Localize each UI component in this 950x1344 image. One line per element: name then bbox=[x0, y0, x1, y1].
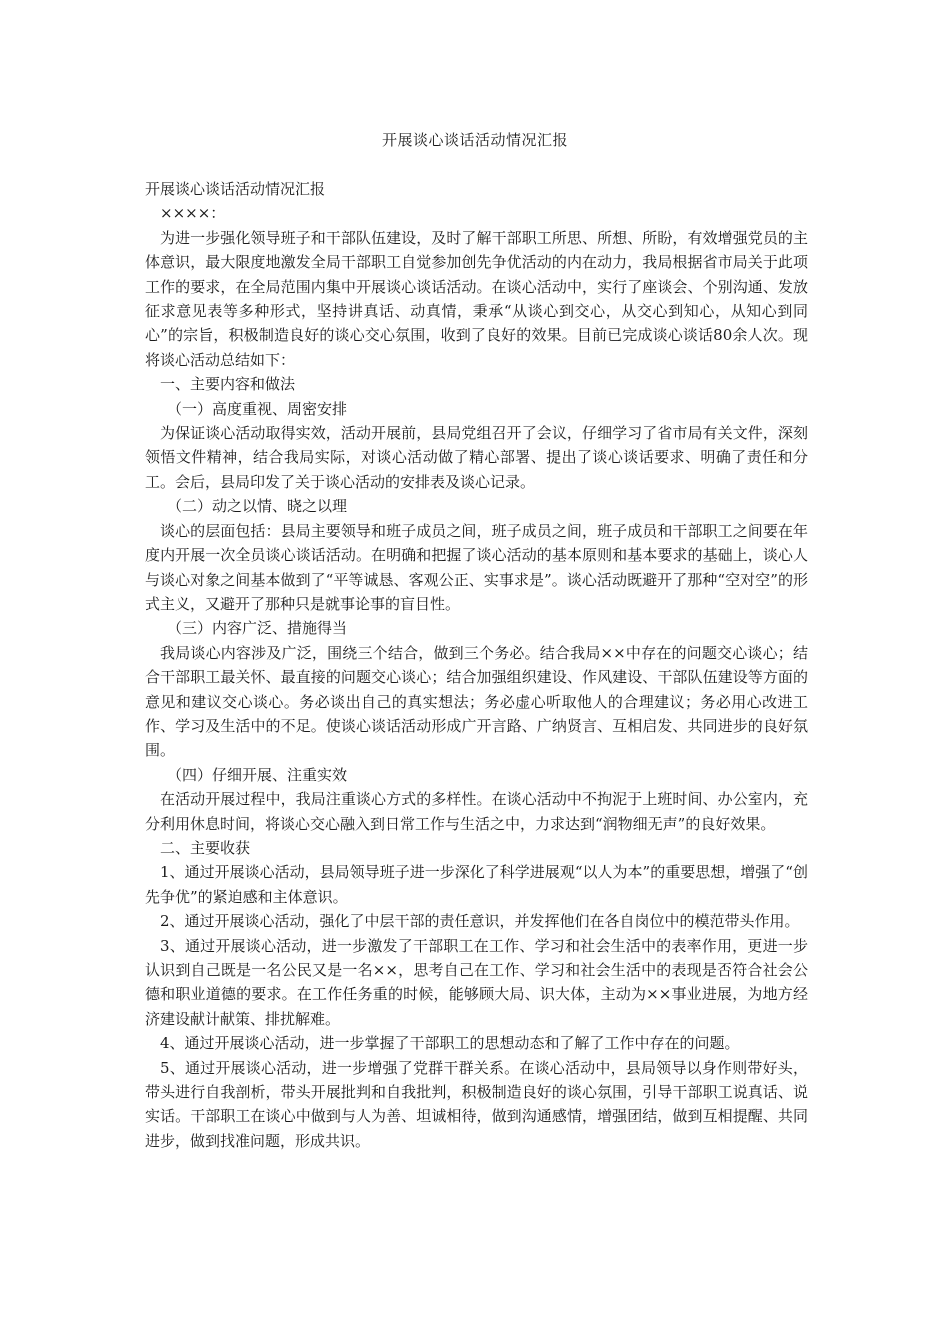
section-heading: 二、主要收获 bbox=[160, 838, 251, 857]
document-body bbox=[145, 177, 808, 1153]
subsection-heading: （二）动之以情、晓之以理 bbox=[167, 497, 348, 516]
salutation: ××××： bbox=[160, 204, 226, 223]
body-paragraph: 为保证谈心活动取得实效，活动开展前，县局党组召开了会议，仔细学习了省市局有关文件，深刻领悟文件精神，结合我局实际，对谈心活动做了精心部署、提出了谈心谈话要求、明确了责任和分工。会后，县局印发了关于谈心活动的安排表及谈心记录。 bbox=[145, 424, 808, 491]
section-heading: 一、主要内容和做法 bbox=[160, 375, 296, 394]
intro-paragraph: 为进一步强化领导班子和干部队伍建设，及时了解干部职工所思、所想、所盼，有效增强党员的主体意识，最大限度地激发全局干部职工自觉参加创先争优活动的内在动力，我局根据省市局关于此项工作的要求，在全局范围内集中开展谈心谈话活动。在谈心活动中，实行了座谈会、个别沟通、发放征求意见表等多种形式，坚持讲真话、动真情，秉承“从谈心到交心，从交心到知心，从知心到同心”的宗旨，积极制造良好的谈心交心氛围，收到了良好的效果。目前已完成谈心谈话80余人次。现将谈心活动总结如下： bbox=[145, 228, 808, 369]
list-item: 5、通过开展谈心活动，进一步增强了党群干群关系。在谈心活动中，县局领导以身作则带好头，带头进行自我剖析，带头开展批判和自我批判，积极制造良好的谈心氛围，引导干部职工说真话、说实话。干部职工在谈心中做到与人为善、坦诚相待，做到沟通感情，增强团结，做到互相提醒、共同进步，做到找准问题，形成共识。 bbox=[145, 1058, 808, 1150]
subsection-heading: （一）高度重视、周密安排 bbox=[167, 399, 348, 418]
subsection-heading: （四）仔细开展、注重实效 bbox=[167, 765, 348, 784]
body-paragraph: 我局谈心内容涉及广泛，围绕三个结合，做到三个务必。结合我局××中存在的问题交心谈心；结合干部职工最关怀、最直接的问题交心谈心；结合加强组织建设、作风建设、干部队伍建设等方面的意见和建议交心谈心。务必谈出自己的真实想法；务必虚心听取他人的合理建议；务必用心改进工作、学习及生活中的不足。使谈心谈话活动形成广开言路、广纳贤言、互相启发、共同进步的良好氛围。 bbox=[145, 643, 808, 760]
list-item: 3、通过开展谈心活动，进一步激发了干部职工在工作、学习和社会生活中的表率作用，更进一步认识到自己既是一名公民又是一名××，思考自己在工作、学习和社会生活中的表现是否符合社会公德和职业道德的要求。在工作任务重的时候，能够顾大局、识大体，主动为××事业进展，为地方经济建设献计献策、排扰解难。 bbox=[145, 936, 808, 1028]
subsection-heading: （三）内容广泛、措施得当 bbox=[167, 619, 348, 638]
list-item: 1、通过开展谈心活动，县局领导班子进一步深化了科学进展观“以人为本”的重要思想，增强了“创先争优”的紧迫感和主体意识。 bbox=[145, 863, 808, 906]
list-item: 4、通过开展谈心活动，进一步掌握了干部职工的思想动态和了解了工作中存在的问题。 bbox=[160, 1034, 740, 1053]
body-paragraph: 谈心的层面包括：县局主要领导和班子成员之间，班子成员之间，班子成员和干部职工之间要在年度内开展一次全员谈心谈话活动。在明确和把握了谈心活动的基本原则和基本要求的基础上，谈心人与谈心对象之间基本做到了“平等诚恳、客观公正、实事求是”。谈心活动既避开了那种“空对空”的形式主义，又避开了那种只是就事论事的盲目性。 bbox=[145, 521, 808, 613]
list-item: 2、通过开展谈心活动，强化了中层干部的责任意识，并发挥他们在各自岗位中的模范带头作用。 bbox=[160, 912, 800, 931]
body-paragraph: 在活动开展过程中，我局注重谈心方式的多样性。在谈心活动中不拘泥于上班时间、办公室内，充分利用休息时间，将谈心交心融入到日常工作与生活之中，力求达到“润物细无声”的良好效果。 bbox=[145, 790, 808, 833]
document-title: 开展谈心谈话活动情况汇报 bbox=[381, 131, 568, 149]
document-subtitle: 开展谈心谈话活动情况汇报 bbox=[145, 180, 326, 198]
